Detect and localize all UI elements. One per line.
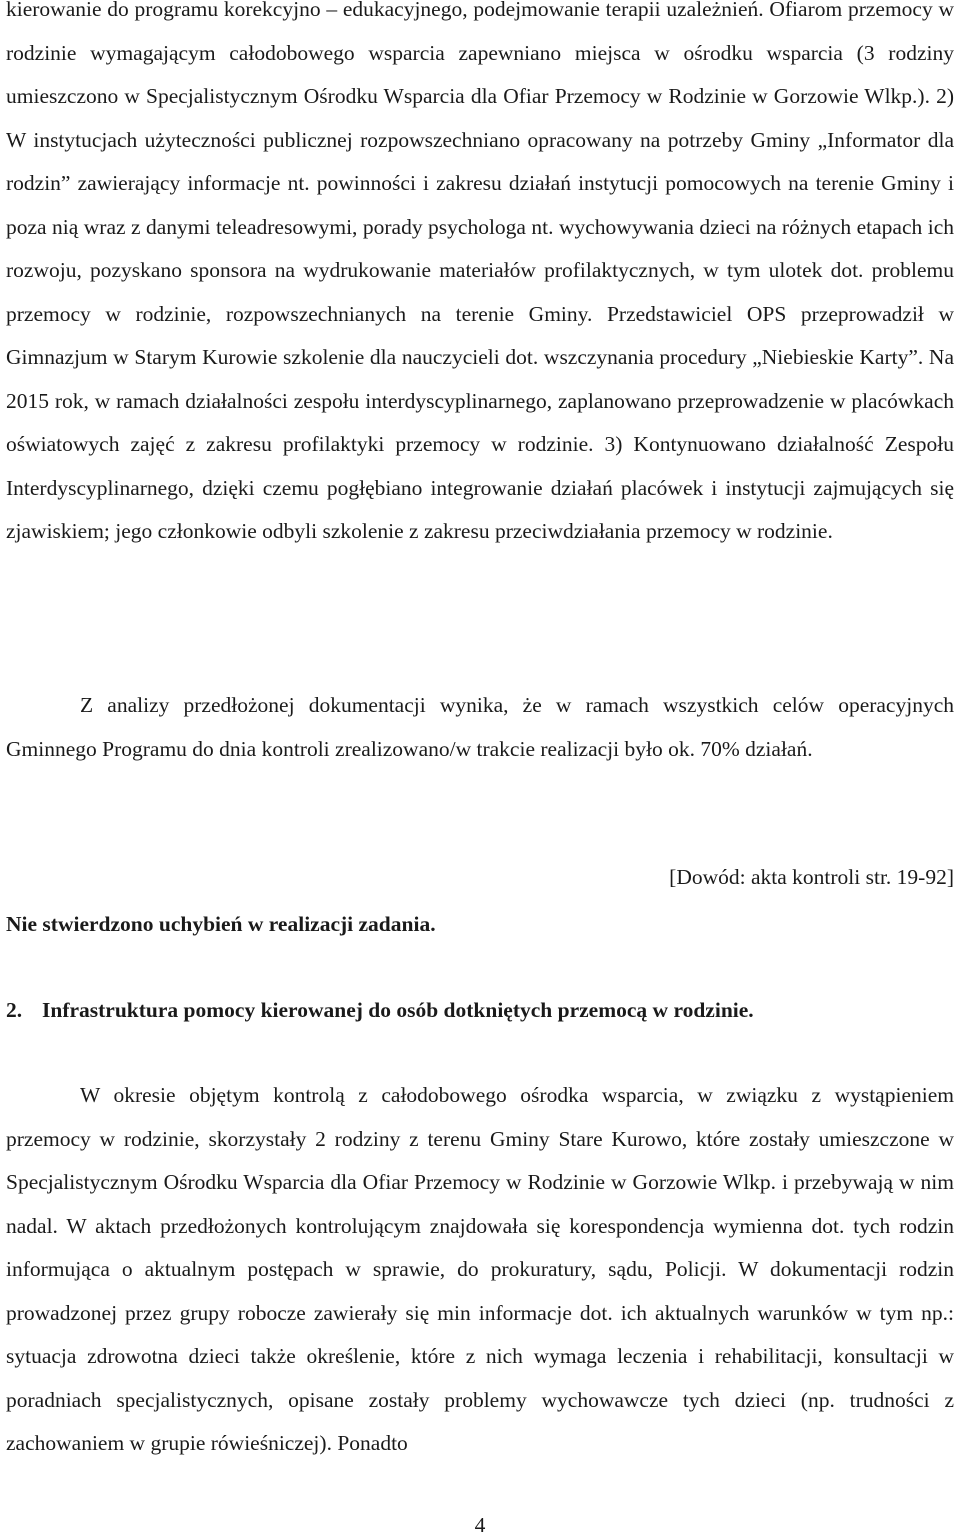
body-paragraph-1: kierowanie do programu korekcyjno – edukacyjnego, podejmowanie terapii uzależnień. Ofiarom przemocy w rodzinie wymagającym całodobowego wsparcia zapewniano miejsca w ośrodku wsparcia (3 rodziny umieszczono w Specjalistycznym Ośrodku Wsparcia dla Ofiar Przemocy w Rodzinie w Gorzowie Wlkp.). 2) W instytucjach użyteczności publicznej rozpowszechniano opracowany na potrzeby Gminy „Informator dla rodzin” zawierający informacje nt. powinności i zakresu działań instytucji pomocowych na terenie Gminy i poza nią wraz z danymi teleadresowymi, porady psychologa nt. wychowywania dzieci na różnych etapach ich rozwoju, pozyskano sponsora na wydrukowanie materiałów profilaktycznych, w tym ulotek dot. problemu przemocy w rodzinie, rozpowszechnianych na terenie Gminy. Przedstawiciel OPS przeprowadził w Gimnazjum w Starym Kurowie szkolenie dla nauczycieli dot. wszczynania procedury „Niebieskie Karty”. Na 2015 rok, w ramach działalności zespołu interdyscyplinarnego, zaplanowano przeprowadzenie w placówkach oświatowych zajęć z zakresu profilaktyki przemocy w rodzinie. 3) Kontynuowano działalność Zespołu Interdyscyplinarnego, dzięki czemu pogłębiano integrowanie działań placówek i instytucji zajmujących się zjawiskiem; jego członkowie odbyli szkolenie z zakresu przeciwdziałania przemocy w rodzinie. — [6, 0, 954, 543]
evidence-note: [Dowód: akta kontroli str. 19-92] — [669, 865, 954, 889]
finding-statement: Nie stwierdzono uchybień w realizacji zadania. — [6, 912, 436, 936]
section-number: 2. — [6, 998, 23, 1022]
body-paragraph-3: W okresie objętym kontrolą z całodobowego ośrodka wsparcia, w związku z wystąpieniem przemocy w rodzinie, skorzystały 2 rodziny z terenu Gminy Stare Kurowo, które zostały umieszczone w Specjalistycznym Ośrodku Wsparcia dla Ofiar Przemocy w Rodzinie w Gorzowie Wlkp. i przebywają w nim nadal. W aktach przedłożonych kontrolującym znajdowała się korespondencja wymienna dot. tych rodzin informująca o aktualnym postępach w sprawie, do prokuratury, sądu, Policji. W dokumentacji rodzin prowadzonej przez grupy robocze zawierały się min informacje dot. ich aktualnych warunków w tym np.: sytuacja zdrowotna dzieci także określenie, które z nich wymaga leczenia i rehabilitacji, konsultacji w poradniach specjalistycznych, opisane zostały problemy wychowawcze tych dzieci (np. trudności z zachowaniem w grupie rówieśniczej). Ponadto — [6, 1083, 954, 1455]
section-heading — [6, 995, 754, 1025]
body-paragraph-2: Z analizy przedłożonej dokumentacji wynika, że w ramach wszystkich celów operacyjnych Gminnego Programu do dnia kontroli zrealizowano/w trakcie realizacji było ok. 70% działań. — [6, 693, 954, 761]
page-number: 4 — [474, 1513, 486, 1537]
section-title: Infrastruktura pomocy kierowanej do osób dotkniętych przemocą w rodzinie. — [42, 998, 754, 1022]
